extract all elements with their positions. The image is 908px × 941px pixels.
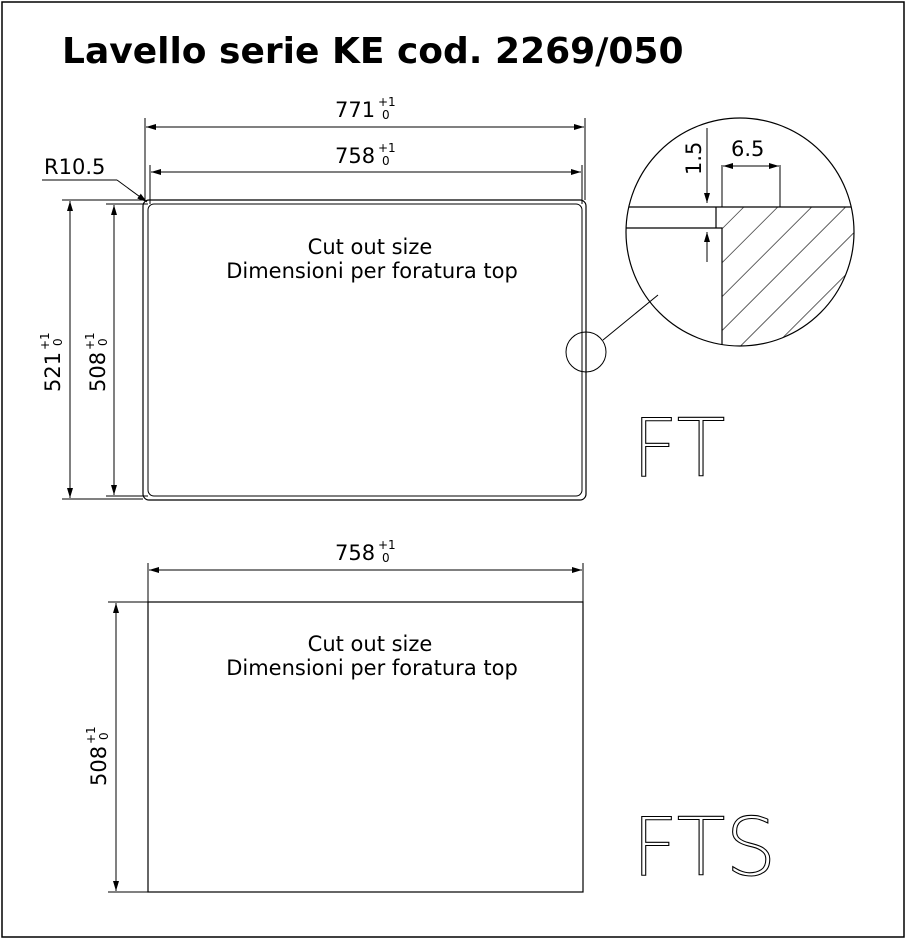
drawing-title: Lavello serie KE cod. 2269/050 [62,31,684,72]
detail-horizontal-value: 6.5 [731,137,765,161]
fts-height-value: 508 [87,745,111,786]
ft-drawing [38,95,725,500]
tol-upper: +1 [83,332,97,350]
detail-vertical-value: 1.5 [682,141,706,175]
tol-upper: +1 [38,332,52,350]
tol-lower: 0 [51,338,65,346]
drawing-border [2,2,904,937]
ft-width-inner-value: 758 [335,144,376,168]
tol-upper: +1 [84,726,98,744]
tol-lower: 0 [97,732,111,740]
ft-radius-label: R10.5 [44,155,106,179]
fts-model-label: FTS [632,801,777,894]
ft-note-line1: Cut out size [307,235,433,259]
ft-width-outer-value: 771 [335,98,376,122]
ft-radius-leader [117,180,147,202]
tol-upper: +1 [378,95,396,109]
tol-lower: 0 [96,338,110,346]
fts-note-line2: Dimensioni per foratura top [226,656,518,680]
tol-upper: +1 [378,141,396,155]
tol-lower: 0 [382,108,390,122]
fts-width-value: 758 [335,541,376,565]
ft-height-inner-value: 508 [86,351,110,392]
fts-drawing [84,538,776,894]
edge-detail [620,118,862,360]
tol-upper: +1 [378,538,396,552]
fts-note-line1: Cut out size [307,632,433,656]
ft-height-outer-value: 521 [41,351,65,392]
detail-hatch [722,207,862,352]
ft-note-line2: Dimensioni per foratura top [226,259,518,283]
ft-model-label: FT [632,402,726,495]
tol-lower: 0 [382,154,390,168]
tol-lower: 0 [382,551,390,565]
